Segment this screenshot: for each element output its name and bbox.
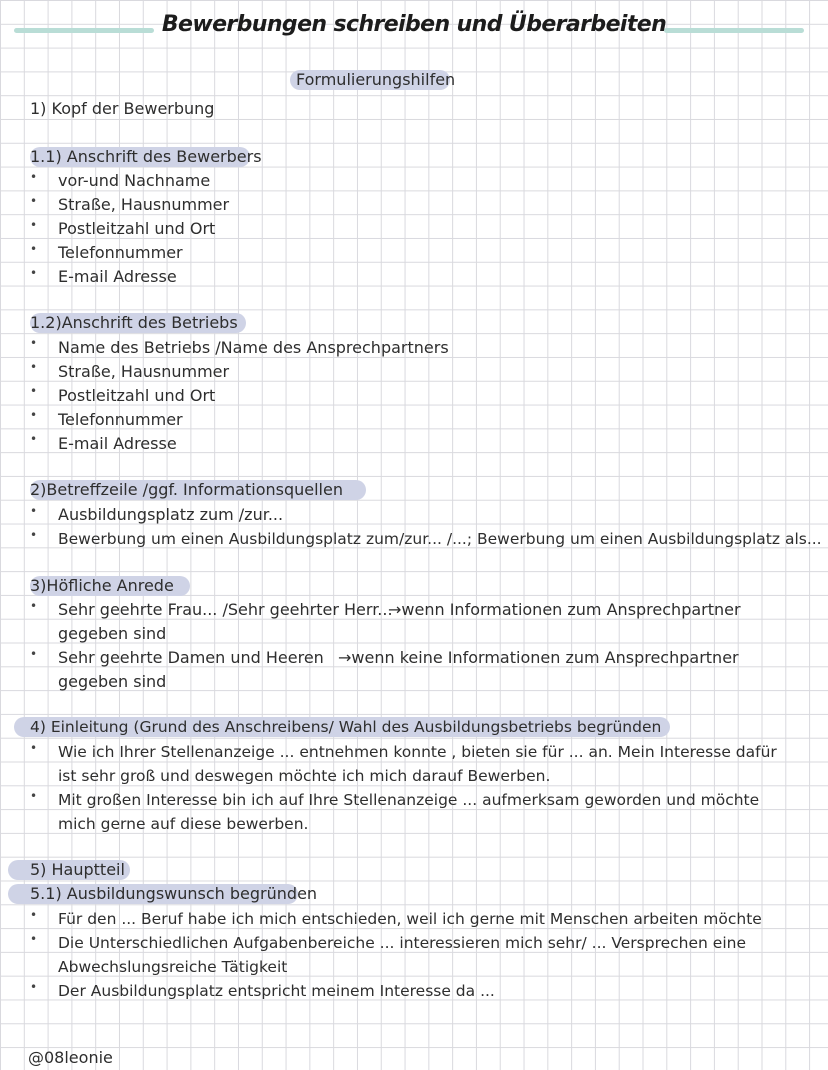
bullet-icon xyxy=(30,230,36,236)
list-item: E-mail Adresse xyxy=(58,434,177,453)
section-heading: 4) Einleitung (Grund des Anschreibens/ Wahl des Ausbildungsbetriebs begründen xyxy=(30,718,662,736)
bullet-icon xyxy=(30,254,36,260)
list-item-line: Sehr geehrte Frau... /Sehr geehrter Herr... xyxy=(58,600,393,619)
list-item: Bewerbung um einen Ausbildungsplatz zum/zur... /...; Bewerbung um einen Ausbildungsplatz als... xyxy=(58,530,822,548)
arrow-note: →wenn keine Informationen zum Ansprechpartner xyxy=(338,648,739,667)
list-item: Postleitzahl und Ort xyxy=(58,386,216,405)
bullet-icon xyxy=(30,420,36,426)
section-heading: 3)Höfliche Anrede xyxy=(30,576,174,595)
list-item: Straße, Hausnummer xyxy=(58,195,230,214)
list-item-line: Sehr geehrte Damen und Heeren xyxy=(58,648,324,667)
list-item-line: gegeben sind xyxy=(58,672,167,691)
list-item: E-mail Adresse xyxy=(58,267,177,286)
list-item-line: Die Unterschiedlichen Aufgabenbereiche ... interessieren mich sehr/ ... Versprechen eine xyxy=(58,934,746,952)
bullet-icon xyxy=(30,992,36,998)
list-item: Telefonnummer xyxy=(58,243,183,262)
list-item: Straße, Hausnummer xyxy=(58,362,230,381)
bullet-icon xyxy=(30,372,36,378)
list-item: Telefonnummer xyxy=(58,410,183,429)
bullet-icon xyxy=(30,182,36,188)
section-heading: 1) Kopf der Bewerbung xyxy=(30,99,215,118)
list-item: Name des Betriebs /Name des Ansprechpartners xyxy=(58,338,449,357)
bullet-icon xyxy=(30,444,36,450)
bullet-icon xyxy=(30,396,36,402)
author-handle: @08leonie xyxy=(28,1048,113,1067)
list-item-line: Der Ausbildungsplatz entspricht meinem Interesse da ... xyxy=(58,982,495,1000)
bullet-icon xyxy=(30,278,36,284)
section-heading: 2)Betreffzeile /ggf. Informationsquellen xyxy=(30,480,343,499)
bullet-icon xyxy=(30,206,36,212)
bullet-icon xyxy=(30,801,36,807)
list-item-line: ist sehr groß und deswegen möchte ich mich darauf Bewerben. xyxy=(58,767,551,785)
list-item: vor-und Nachname xyxy=(58,171,211,190)
list-item-line: gegeben sind xyxy=(58,624,167,643)
section-heading: 1.1) Anschrift des Bewerbers xyxy=(30,147,262,166)
list-item-line: mich gerne auf diese bewerben. xyxy=(58,815,309,833)
list-item-line: Wie ich Ihrer Stellenanzeige ... entnehmen konnte , bieten sie für ... an. Mein Interesse dafür xyxy=(58,743,777,761)
list-item: Ausbildungsplatz zum /zur... xyxy=(58,505,284,524)
list-item: Postleitzahl und Ort xyxy=(58,219,216,238)
bullet-icon xyxy=(30,659,36,665)
bullet-icon xyxy=(30,540,36,546)
bullet-icon xyxy=(30,944,36,950)
list-item-line: Für den ... Beruf habe ich mich entschieden, weil ich gerne mit Menschen arbeiten möchte xyxy=(58,910,762,928)
section-heading: 5.1) Ausbildungswunsch begründen xyxy=(30,884,318,903)
list-item-line: Mit großen Interesse bin ich auf Ihre Stellenanzeige ... aufmerksam geworden und möchte xyxy=(58,791,760,809)
bullet-icon xyxy=(30,611,36,617)
section-heading: 5) Hauptteil xyxy=(30,860,125,879)
list-item-line: Abwechslungsreiche Tätigkeit xyxy=(58,958,288,976)
bullet-icon xyxy=(30,348,36,354)
bullet-icon xyxy=(30,920,36,926)
subtitle: Formulierungshilfen xyxy=(296,70,456,89)
page-title: Bewerbungen schreiben und Überarbeiten xyxy=(161,12,667,37)
section-heading: 1.2)Anschrift des Betriebs xyxy=(30,313,238,332)
arrow-note: →wenn Informationen zum Ansprechpartner xyxy=(388,600,741,619)
bullet-icon xyxy=(30,753,36,759)
title-row xyxy=(0,10,828,46)
bullet-icon xyxy=(30,516,36,522)
